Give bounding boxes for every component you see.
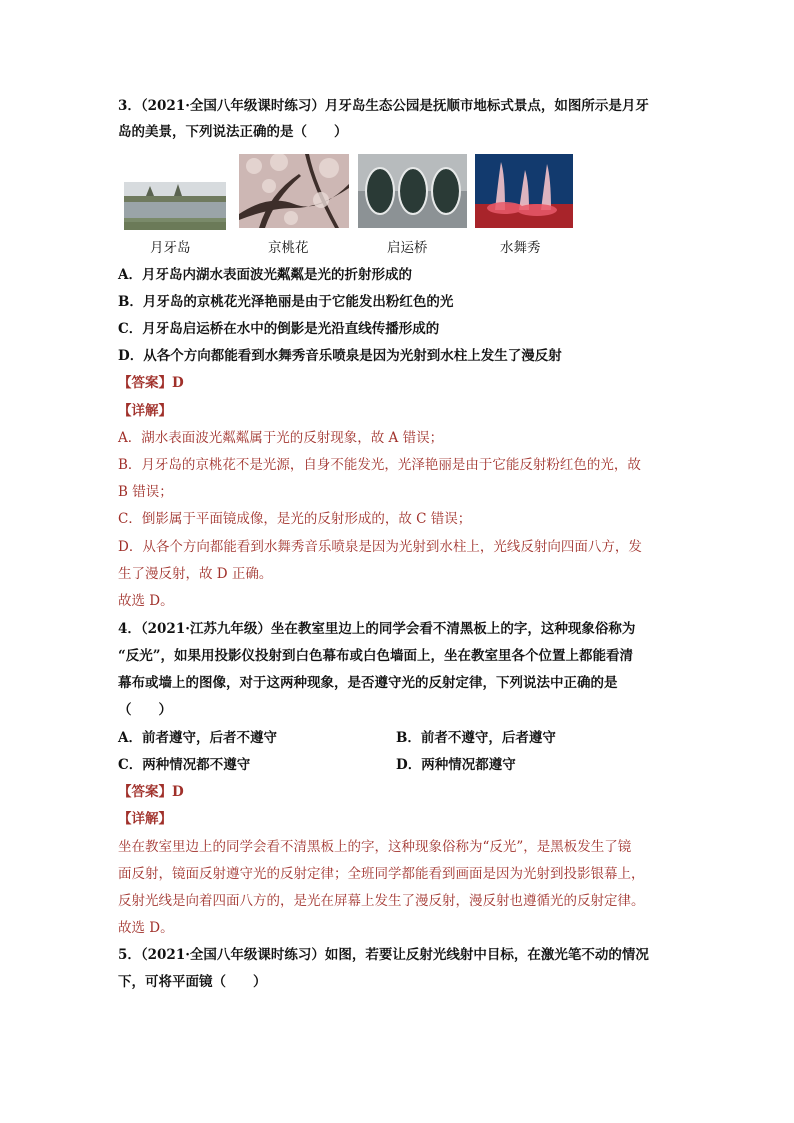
q4-stem-line: 4．（2021·江苏九年级）坐在教室里边上的同学会看不清黑板上的字，这种现象俗称为 xyxy=(118,621,636,637)
moon-island-photo xyxy=(124,182,226,230)
q3-stem-line2: 岛的美景，下列说法正确的是（ ） xyxy=(118,124,348,140)
q4-stem-line: “反光”，如果用投影仪投射到白色幕布或白色墙面上，坐在教室里各个位置上都能看清 xyxy=(118,648,634,664)
caption-fountain-show: 水舞秀 xyxy=(500,240,541,256)
q4-detail-line: 面反射，镜面反射遵守光的反射定律；全班同学都能看到画面是因为光射到投影银幕上， xyxy=(118,866,645,882)
caption-peach-blossom: 京桃花 xyxy=(268,240,309,256)
q4-detail-title: 【详解】 xyxy=(118,811,172,827)
q3-option-d: D．从各个方向都能看到水舞秀音乐喷泉是因为光射到水柱上发生了漫反射 xyxy=(118,348,562,364)
q4-option-c: C．两种情况都不遵守 xyxy=(118,757,251,773)
peach-blossom-photo xyxy=(239,154,349,228)
q3-answer: 【答案】D xyxy=(118,375,184,391)
q4-stem-line: 幕布或墙上的图像，对于这两种现象，是否遵守光的反射定律，下列说法中正确的是 xyxy=(118,675,618,691)
q3-detail-title: 【详解】 xyxy=(118,403,172,419)
q3-option-b: B．月牙岛的京桃花光泽艳丽是由于它能发出粉红色的光 xyxy=(118,294,454,310)
q3-detail-line: 生了漫反射，故 D 正确。 xyxy=(118,566,273,582)
q3-option-a: A．月牙岛内湖水表面波光粼粼是光的折射形成的 xyxy=(118,267,412,283)
q4-answer: 【答案】D xyxy=(118,784,184,800)
q3-detail-line: C．倒影属于平面镜成像，是光的反射形成的，故 C 错误； xyxy=(118,511,472,527)
q3-detail-line: B 错误； xyxy=(118,484,173,500)
q3-option-c: C．月牙岛启运桥在水中的倒影是光沿直线传播形成的 xyxy=(118,321,440,337)
q4-detail-line: 反射光线是向着四面八方的，是光在屏幕上发生了漫反射，漫反射也遵循光的反射定律。 xyxy=(118,893,645,909)
q3-detail-line: A．湖水表面波光粼粼属于光的反射现象，故 A 错误； xyxy=(118,430,444,446)
q4-detail-line: 坐在教室里边上的同学会看不清黑板上的字，这种现象俗称为“反光”，是黑板发生了镜 xyxy=(118,839,632,855)
q3-detail-line: B．月牙岛的京桃花不是光源，自身不能发光，光泽艳丽是由于它能反射粉红色的光，故 xyxy=(118,457,641,473)
q4-stem-line: （ ） xyxy=(118,702,172,718)
q3-detail-conclusion: 故选 D。 xyxy=(118,593,174,609)
arch-bridge-photo xyxy=(358,154,467,228)
q4-detail-conclusion: 故选 D。 xyxy=(118,920,174,936)
q4-option-b: B．前者不遵守，后者遵守 xyxy=(396,730,556,746)
q3-detail-line: D．从各个方向都能看到水舞秀音乐喷泉是因为光射到水柱上，光线反射向四面八方，发 xyxy=(118,539,642,555)
q3-stem-line1: 3．（2021·全国八年级课时练习）月牙岛生态公园是抚顺市地标式景点，如图所示是月牙 xyxy=(118,98,649,114)
q4-option-d: D．两种情况都遵守 xyxy=(396,757,516,773)
caption-moon-island: 月牙岛 xyxy=(150,240,191,256)
caption-arch-bridge: 启运桥 xyxy=(387,240,428,256)
fountain-show-photo xyxy=(475,154,573,228)
q5-stem-line: 下，可将平面镜（ ） xyxy=(118,974,267,990)
q5-stem-line: 5．（2021·全国八年级课时练习）如图，若要让反射光线射中目标，在激光笔不动的情况 xyxy=(118,947,649,963)
q4-option-a: A．前者遵守，后者不遵守 xyxy=(118,730,277,746)
